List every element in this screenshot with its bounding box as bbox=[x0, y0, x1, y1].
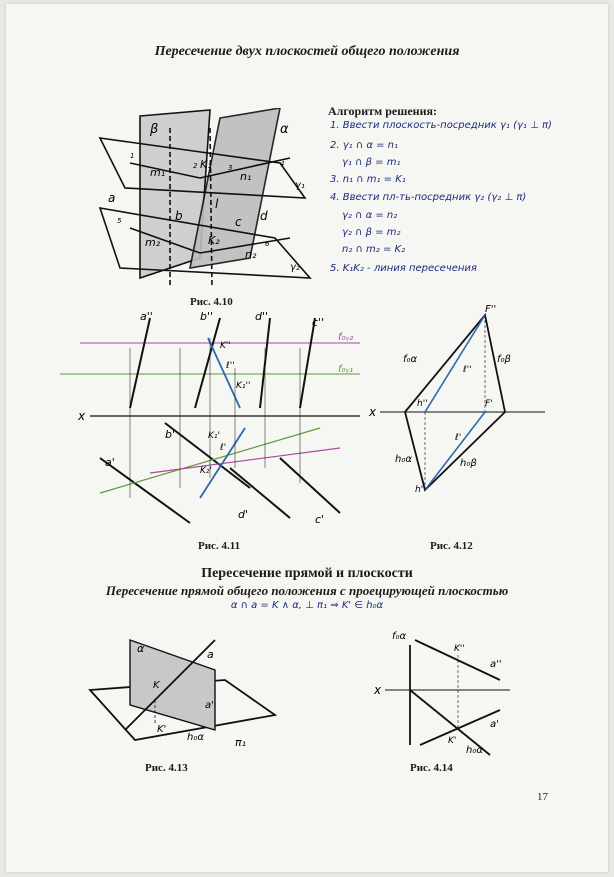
label-4: 4 bbox=[280, 160, 285, 168]
label-k2-front: K'' bbox=[220, 341, 231, 351]
label-beta: β bbox=[150, 122, 159, 137]
figure-4-10 bbox=[80, 108, 320, 298]
label-b1: b' bbox=[165, 428, 176, 441]
label-1: 1 bbox=[130, 152, 135, 160]
label-n1: n₁ bbox=[240, 170, 252, 183]
label-l1-412: ℓ' bbox=[455, 433, 462, 443]
label-m2: m₂ bbox=[145, 236, 161, 249]
figure-4-14 bbox=[370, 625, 520, 760]
label-alpha-4-13: α bbox=[137, 642, 145, 655]
algorithm-step-4b: γ₂ ∩ β = m₂ bbox=[342, 227, 401, 238]
algorithm-step-2: 2. γ₁ ∩ α = n₁ bbox=[330, 140, 398, 151]
algorithm-step-4a: γ₂ ∩ α = n₂ bbox=[342, 210, 398, 221]
label-a: a bbox=[108, 191, 116, 205]
label-k1-4-14: K' bbox=[448, 736, 457, 746]
label-b2: b'' bbox=[200, 310, 214, 323]
label-c: c bbox=[235, 215, 242, 229]
algorithm-step-2b: γ₁ ∩ β = m₁ bbox=[342, 157, 401, 168]
label-a2: a'' bbox=[140, 310, 153, 323]
section-formula: α ∩ a = K ∧ α, ⊥ π₁ ⇒ K' ∈ h₀α bbox=[230, 600, 384, 611]
label-k1-top: K₁' bbox=[208, 431, 220, 441]
label-h0a: h₀α bbox=[395, 454, 412, 465]
label-k1: K₁ bbox=[200, 158, 212, 171]
label-k2: K₂ bbox=[208, 234, 220, 247]
label-f0a-4-14: f₀α bbox=[392, 631, 407, 642]
page-number: 17 bbox=[537, 791, 548, 803]
algorithm-step-3: 3. n₁ ∩ m₁ = K₁ bbox=[330, 174, 406, 185]
label-m1: m₁ bbox=[150, 166, 166, 179]
figure-4-13 bbox=[85, 620, 285, 760]
label-f0b: f₀β bbox=[497, 354, 511, 365]
algorithm-step-1: 1. Ввести плоскость-посредник γ₁ (γ₁ ⊥ π) bbox=[330, 120, 552, 131]
section-title: Пересечение прямой и плоскости bbox=[201, 566, 413, 581]
algorithm-step-4c: n₂ ∩ m₂ = K₂ bbox=[342, 244, 406, 255]
label-x-4-12: x bbox=[369, 405, 377, 419]
caption-fig-4-14: Рис. 4.14 bbox=[410, 762, 453, 774]
label-d1: d' bbox=[238, 508, 249, 521]
algorithm-step-5: 5. K₁K₂ - линия пересечения bbox=[330, 263, 477, 274]
label-f2: F'' bbox=[485, 304, 497, 315]
algorithm-step-4: 4. Ввести пл-ть-посредник γ₂ (γ₂ ⊥ π) bbox=[330, 192, 527, 203]
caption-fig-4-11: Рис. 4.11 bbox=[198, 540, 241, 552]
label-5: 5 bbox=[117, 217, 122, 225]
label-f0a: f₀α bbox=[403, 354, 418, 365]
label-d2: d'' bbox=[255, 310, 269, 323]
caption-fig-4-10: Рис. 4.10 bbox=[190, 296, 233, 308]
label-c1: c' bbox=[315, 513, 325, 526]
label-2: 2 bbox=[193, 162, 198, 170]
figure-4-11 bbox=[60, 308, 365, 533]
label-l: l bbox=[215, 197, 219, 211]
label-a2-4-14: a'' bbox=[490, 659, 502, 670]
section-subtitle: Пересечение прямой общего положения с проецирующей плоскостью bbox=[105, 583, 509, 598]
label-f0g2: f₀ᵧ₂ bbox=[338, 332, 354, 343]
label-a1-4-14: a' bbox=[490, 719, 499, 730]
label-a1-4-13: a' bbox=[205, 700, 214, 711]
caption-fig-4-12: Рис. 4.12 bbox=[430, 540, 473, 552]
caption-fig-4-13: Рис. 4.13 bbox=[145, 762, 188, 774]
label-f0g1: f₀ᵧ₁ bbox=[338, 364, 354, 375]
label-h0a-4-14: h₀α bbox=[466, 745, 483, 756]
label-gamma1: γ₁ bbox=[295, 180, 305, 191]
label-k-4-13: K bbox=[153, 680, 160, 691]
label-n2: n₂ bbox=[245, 248, 257, 261]
label-a1: a' bbox=[105, 456, 115, 469]
label-h2: h'' bbox=[417, 399, 428, 409]
label-h0a-4-13: h₀α bbox=[187, 732, 204, 743]
label-k2-top: K₂' bbox=[200, 466, 212, 476]
label-x-4-11: x bbox=[78, 409, 86, 423]
label-gamma2: γ₂ bbox=[290, 262, 300, 273]
page-title: Пересечение двух плоскостей общего положения bbox=[154, 44, 460, 59]
label-3: 3 bbox=[228, 164, 233, 172]
label-d: d bbox=[260, 209, 268, 223]
label-k1-4-13: K' bbox=[157, 724, 167, 735]
label-6: 6 bbox=[265, 240, 270, 248]
label-b: b bbox=[175, 209, 183, 223]
label-l2-412: ℓ'' bbox=[463, 365, 472, 375]
label-x-4-14: x bbox=[374, 683, 382, 697]
label-pi1: π₁ bbox=[235, 736, 247, 749]
label-f1: F' bbox=[485, 399, 493, 409]
label-l2: ℓ'' bbox=[226, 361, 235, 371]
label-h0b: h₀β bbox=[460, 458, 477, 469]
figure-4-12 bbox=[365, 300, 550, 525]
label-c2: c'' bbox=[312, 316, 325, 329]
label-k1-front: K₁'' bbox=[236, 381, 251, 391]
label-h1: h' bbox=[415, 485, 424, 495]
label-k2-4-14: K'' bbox=[454, 644, 465, 654]
label-l1: ℓ' bbox=[220, 443, 227, 453]
algorithm-title: Алгоритм решения: bbox=[328, 104, 437, 118]
label-alpha: α bbox=[280, 122, 289, 137]
label-a-4-13: a bbox=[207, 648, 214, 661]
